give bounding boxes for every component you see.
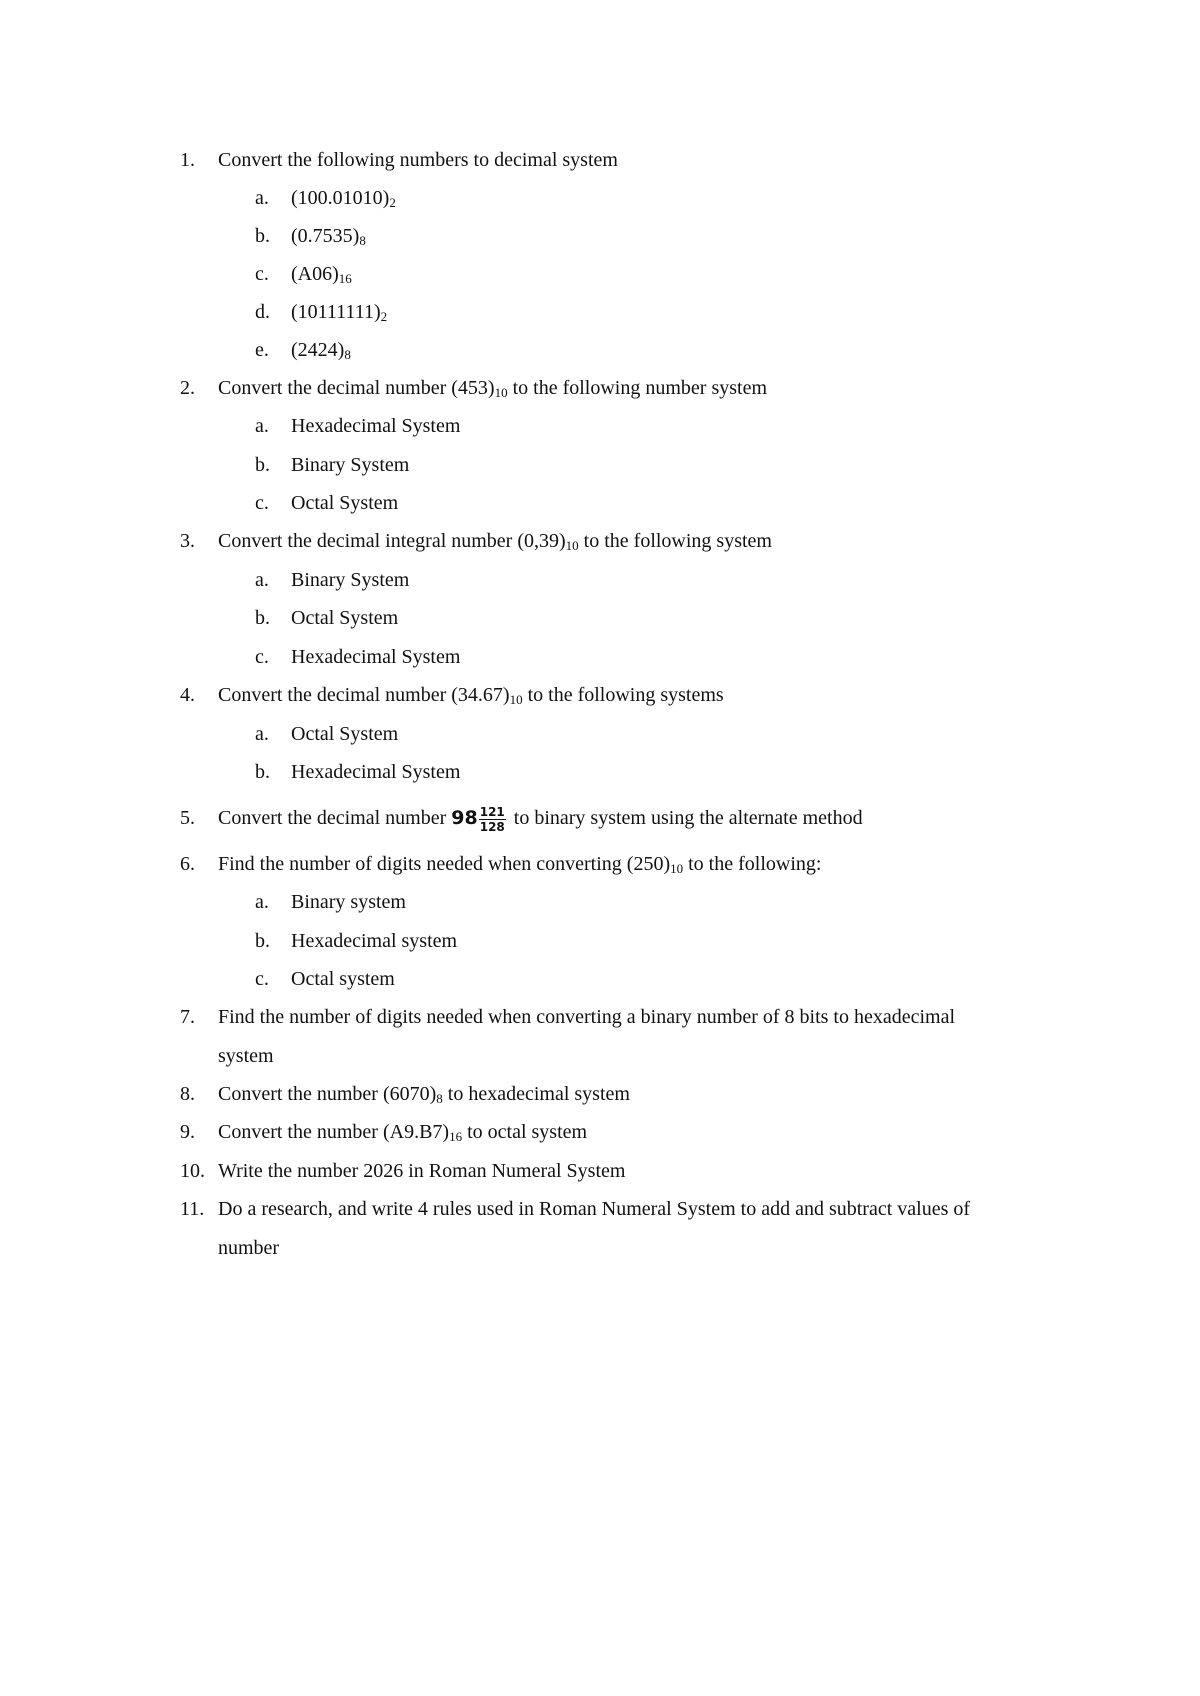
sub-item-text xyxy=(291,255,991,293)
sub-item-label: b. xyxy=(255,225,270,247)
sub-item-label: c. xyxy=(255,263,269,285)
sub-item-label: a. xyxy=(255,415,269,437)
number-base: 8 xyxy=(436,1091,443,1106)
sub-item-label: b. xyxy=(255,930,270,952)
question-text: Convert the decimal number $(453)_{10}$ to the following number system xyxy=(218,377,768,400)
sub-item-label: b. xyxy=(255,761,270,783)
number-value: (10111111) xyxy=(291,301,381,323)
question-number: 10. xyxy=(180,1160,205,1182)
question-number: 9. xyxy=(180,1121,195,1143)
question-text: Convert the decimal integral number $(0,39)_{10}$ to the following system xyxy=(218,530,772,553)
question-text-continued: system xyxy=(218,1045,274,1067)
number-base: 10 xyxy=(509,692,523,707)
number-value: (0.7535) xyxy=(291,225,360,247)
question-number: 3. xyxy=(180,530,195,552)
sub-item-label: c. xyxy=(255,646,269,668)
question-text: Convert the number $(A9.B7)_{16}$ to octal system xyxy=(218,1121,588,1144)
number-base: 8 xyxy=(344,347,351,362)
question-number: 1. xyxy=(180,149,195,171)
sub-item-text: Hexadecimal System xyxy=(291,761,461,783)
question-number: 2. xyxy=(180,377,195,399)
question-text: Convert the number $(6070)_8$ to hexadecimal system xyxy=(218,1083,630,1106)
sub-item-label: a. xyxy=(255,891,269,913)
sub-item-text xyxy=(291,293,991,331)
question-number: 5. xyxy=(180,807,195,829)
sub-item-label: c. xyxy=(255,492,269,514)
sub-item-label: a. xyxy=(255,723,269,745)
question-text: Write the number 2026 in Roman Numeral System xyxy=(218,1160,626,1182)
fraction xyxy=(479,805,506,834)
sub-item-label: a. xyxy=(255,187,269,209)
number-base: 10 xyxy=(494,385,508,400)
sub-item-label: a. xyxy=(255,569,269,591)
number-base: 2 xyxy=(389,195,396,210)
sub-item-text: Octal System xyxy=(291,723,399,745)
question-text: Find the number of digits needed when converting $(250)_{10}$ to the following: xyxy=(218,853,822,876)
number-value: (100.01010) xyxy=(291,187,390,209)
sub-item-text: Octal System xyxy=(291,492,399,514)
question-text: Find the number of digits needed when converting a binary number of 8 bits to hexadecimal xyxy=(218,1006,956,1028)
number-base: 16 xyxy=(449,1129,463,1144)
question-text: Convert the decimal number $(34.67)_{10}$ to the following systems xyxy=(218,684,724,707)
sub-item-label: d. xyxy=(255,301,270,323)
question-number: 11. xyxy=(180,1198,205,1220)
sub-item-text: Binary system xyxy=(291,891,406,913)
sub-item-label: b. xyxy=(255,454,270,476)
sub-item-text xyxy=(291,331,991,369)
fraction-numerator: 121 xyxy=(479,804,505,819)
question-number: 8. xyxy=(180,1083,195,1105)
question-text: Convert the decimal number 98 $\frac{121}{128}$ to binary system using the alternate method xyxy=(218,804,863,834)
question-number: 7. xyxy=(180,1006,195,1028)
fraction-denominator: 128 xyxy=(479,819,505,834)
sub-item-label: e. xyxy=(255,339,269,361)
number-base: 16 xyxy=(338,271,352,286)
sub-item-text: Hexadecimal System xyxy=(291,415,461,437)
number-base: 10 xyxy=(565,538,579,553)
sub-item-text: Octal system xyxy=(291,968,395,990)
sub-item-text xyxy=(291,217,991,255)
sub-item-text: Octal System xyxy=(291,607,399,629)
sub-item-label: b. xyxy=(255,607,270,629)
question-text: Convert the following numbers to decimal system xyxy=(218,149,618,171)
sub-item-text: Binary System xyxy=(291,569,410,591)
sub-item-label: c. xyxy=(255,968,269,990)
question-text: Do a research, and write 4 rules used in Roman Numeral System to add and subtract values of xyxy=(218,1198,971,1220)
sub-item-text xyxy=(291,179,991,217)
number-base: 10 xyxy=(670,861,684,876)
sub-item-text: Hexadecimal System xyxy=(291,646,461,668)
number-base: 8 xyxy=(359,233,366,248)
number-value: (A06) xyxy=(291,263,339,285)
question-number: 6. xyxy=(180,853,195,875)
number-base: 2 xyxy=(380,309,388,324)
number-value: (2424) xyxy=(291,339,345,361)
sub-item-text: Hexadecimal system xyxy=(291,930,458,952)
mixed-number-whole: 98 xyxy=(451,807,478,829)
question-number: 4. xyxy=(180,684,195,706)
question-text-continued: number xyxy=(218,1237,280,1259)
sub-item-text: Binary System xyxy=(291,454,410,476)
